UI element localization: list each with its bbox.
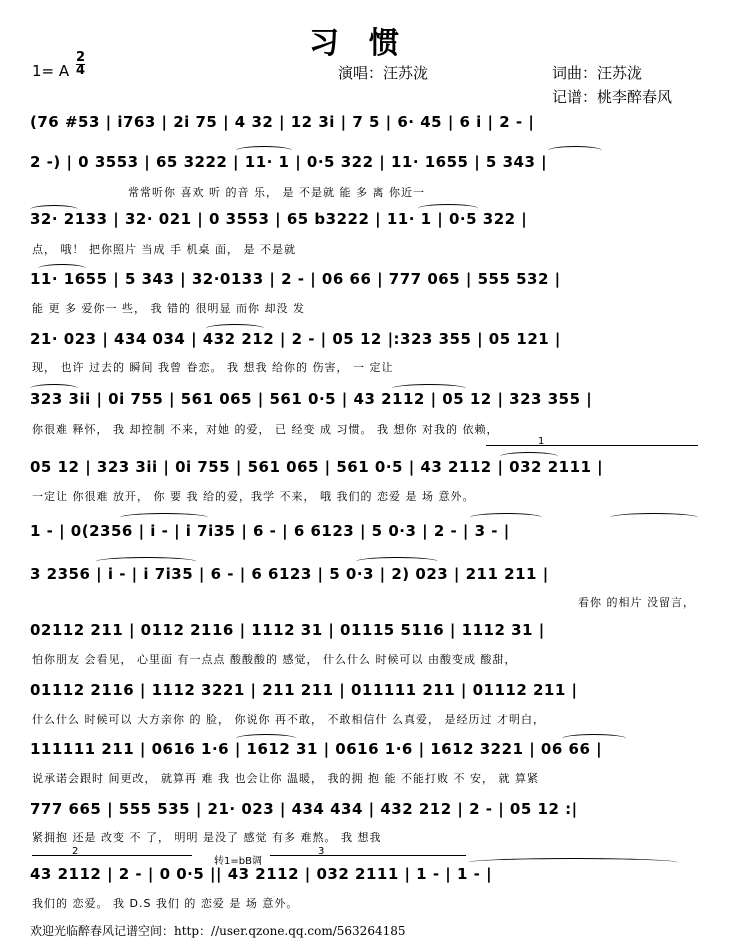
lyrics-row-6: 你很难 释怀， 我 却控制 不来，对她 的爱， 已 经变 成 习惯。 我 想你 对我的 依赖， [32, 423, 499, 436]
modulation-note: 转1=bB调 [214, 856, 262, 867]
score-row-11: 01112 2116 | 1112 3221 | 211 211 | 011111 211 | 01112 211 | [30, 681, 578, 699]
ending-3-label: 3 [318, 846, 325, 857]
ending-bracket-1 [486, 445, 698, 446]
key-signature: 1= A [32, 62, 70, 80]
slur [356, 557, 438, 566]
score-row-13: 777 665 | 555 535 | 21· 023 | 434 434 | 432 212 | 2 - | 05 12 :| [30, 800, 578, 818]
lyrics-row-14: 我们的 恋爱。 我 D.S 我们 的 恋爱 是 场 意外。 [32, 897, 299, 910]
slur [470, 513, 542, 522]
lyrics-row-13: 紧拥抱 还是 改变 不 了， 明明 是没了 感觉 有多 难熬。 我 想我 [32, 831, 382, 844]
score-row-12: 111111 211 | 0616 1·6 | 1612 31 | 0616 1·6 | 1612 3221 | 06 66 | [30, 740, 603, 758]
lyrics-row-7: 一定让 你很难 放开， 你 要 我 给的爱，我学 不来， 哦 我们的 恋爱 是 场 意外。 [32, 490, 475, 503]
lyrics-row-5: 现， 也许 过去的 瞬间 我曾 眷恋。 我 想我 给你的 伤害， 一 定让 [32, 361, 394, 374]
ending-1-label: 1 [538, 436, 545, 447]
time-signature-top: 2 [76, 50, 86, 65]
slur [120, 513, 208, 522]
time-signature [76, 52, 85, 77]
slur [418, 204, 478, 213]
slur [206, 324, 264, 333]
slur [236, 146, 292, 155]
lyrics-row-11: 什么什么 时候可以 大方亲你 的 脸， 你说你 再不敢， 不敢相信什 么真爱， 是经历过 才明白， [32, 713, 545, 726]
slur [392, 384, 466, 393]
slur [236, 734, 296, 743]
slur [610, 513, 698, 522]
score-row-5: 21· 023 | 434 034 | 432 212 | 2 - | 05 12 |:323 355 | 05 121 | [30, 330, 561, 348]
slur [548, 146, 602, 155]
slur [562, 734, 626, 743]
slur [38, 264, 86, 273]
lyrics-row-3: 点， 哦！ 把你照片 当成 手 机桌 面， 是 不是就 [32, 243, 296, 256]
lyrics-row-10: 怕你朋友 会看见， 心里面 有一点点 酸酸酸的 感觉， 什么什么 时候可以 由酸变成 酸甜， [32, 653, 517, 666]
score-row-3: 32· 2133 | 32· 021 | 0 3553 | 65 b3222 | 11· 1 | 0·5 322 | [30, 210, 528, 228]
score-row-8: 1 - | 0(2356 | i - | i 7i35 | 6 - | 6 6123 | 5 0·3 | 2 - | 3 - | [30, 522, 510, 540]
ending-bracket-3 [270, 855, 466, 856]
lyrics-row-4: 能 更 多 爱你一 些， 我 错的 很明显 而你 却没 发 [32, 302, 305, 315]
score-row-10: 02112 211 | 0112 2116 | 1112 31 | 01115 5116 | 1112 31 | [30, 621, 545, 639]
composer-credit: 词曲：汪苏泷 [552, 64, 643, 82]
time-signature-bottom: 4 [76, 63, 86, 78]
score-row-14: 43 2112 | 2 - | 0 0·5 || 43 2112 | 032 2111 | 1 - | 1 - | [30, 865, 493, 883]
song-title: 习惯 [309, 26, 429, 61]
score-row-1: (76 #53 | i763 | 2i 75 | 4 32 | 12 3i | 7 5 | 6· 45 | 6 i | 2 - | [30, 113, 535, 131]
transcriber-credit: 记谱：桃李醉春风 [552, 88, 673, 106]
score-row-6: 323 3ii | 0i 755 | 561 065 | 561 0·5 | 43 2112 | 05 12 | 323 355 | [30, 390, 593, 408]
slur [96, 557, 196, 566]
score-row-7: 05 12 | 323 3ii | 0i 755 | 561 065 | 561 0·5 | 43 2112 | 032 2111 | [30, 458, 604, 476]
singer-credit: 演唱：汪苏泷 [338, 64, 429, 82]
slur [468, 858, 678, 867]
footer-credit: 欢迎光临醉春风记谱空间：http：//user.qzone.qq.com/563264185 [30, 924, 406, 938]
lyrics-row-12: 说承诺会跟时 间更改， 就算再 难 我 也会让你 温暖， 我的拥 抱 能 不能打败 不 安， 就 算紧 [32, 772, 539, 785]
ending-bracket-2 [32, 855, 192, 856]
slur [30, 205, 78, 214]
score-row-9: 3 2356 | i - | i 7i35 | 6 - | 6 6123 | 5 0·3 | 2) 023 | 211 211 | [30, 565, 549, 583]
score-row-4: 11· 1655 | 5 343 | 32·0133 | 2 - | 06 66 | 777 065 | 555 532 | [30, 270, 561, 288]
ending-2-label: 2 [72, 846, 79, 857]
slur [500, 452, 558, 461]
slur [30, 384, 78, 393]
lyrics-row-2: 常常听你 喜欢 听 的音 乐， 是 不是就 能 多 离 你近一 [128, 186, 425, 199]
lyrics-row-9: 看你 的相片 没留言， [578, 596, 695, 609]
score-row-2: 2 -) | 0 3553 | 65 3222 | 11· 1 | 0·5 322 | 11· 1655 | 5 343 | [30, 153, 548, 171]
